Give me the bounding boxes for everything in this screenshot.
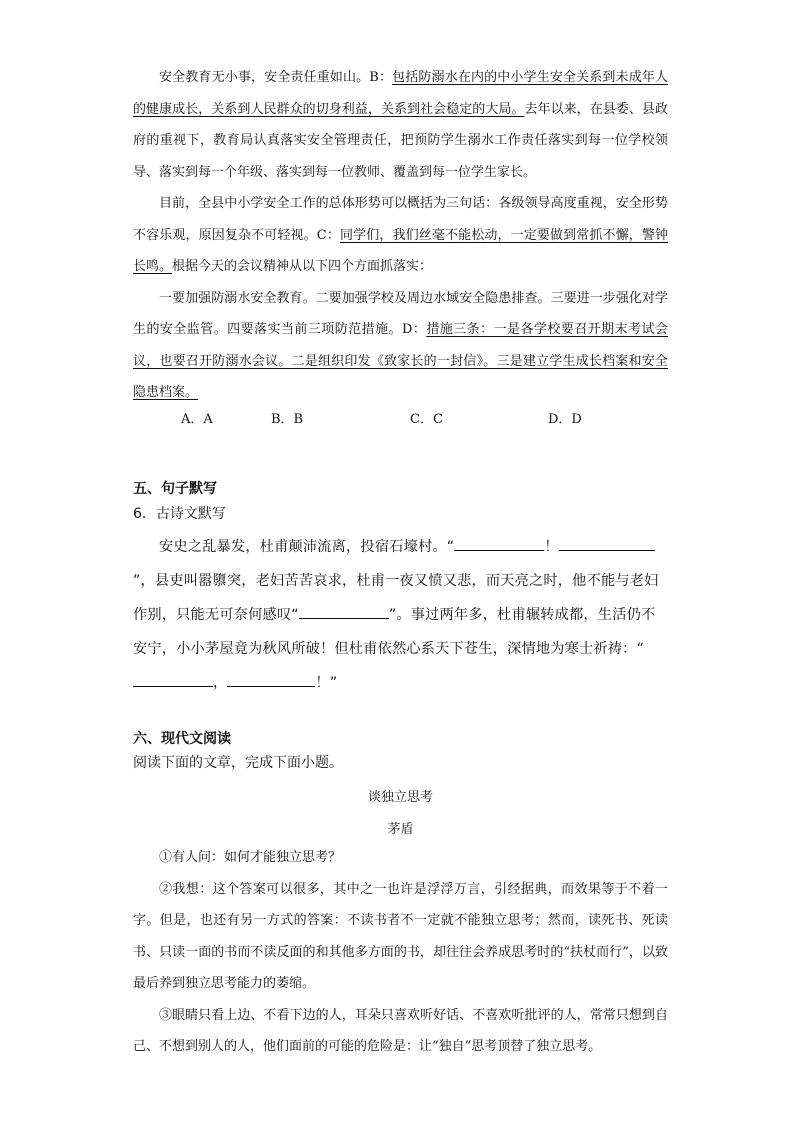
- option-b[interactable]: B．B: [271, 412, 304, 427]
- fill-blank-4[interactable]: [133, 672, 213, 687]
- question-passage: [133, 62, 668, 409]
- recitation-paragraph: [133, 530, 663, 700]
- passage-paragraph-2: [133, 188, 668, 283]
- recitation-text-1: 安史之乱暴发，杜甫颠沛流离，投宿石壕村。“: [159, 539, 455, 555]
- article-paragraph-3: ③眼睛只看上边、不看下边的人，耳朵只喜欢听好话、不喜欢听批评的人，常常只想到自己、不想到别人的人，他们面前的可能的危险是：让“独自”思考顶替了独立思考。: [133, 1007, 668, 1054]
- fill-blank-3[interactable]: [299, 604, 389, 619]
- question-6-label: 6．古诗文默写: [133, 506, 226, 522]
- recitation-text-5: ，: [213, 675, 228, 691]
- underlined-sentence-d: 措施三条：一是各学校要召开期末考试会议，也要召开防溺水会议。二是组织印发《致家长的一封信》。三是建立学生成长档案和安全隐患档案。: [133, 322, 668, 400]
- underlined-sentence-b: 包括防溺水在内的中小学生安全关系到未成年人的健康成长，关系到人民群众的切身利益，关系到社会稳定的大局。: [133, 70, 668, 117]
- fill-blank-1[interactable]: [454, 536, 544, 551]
- article-paragraph-2: ②我想：这个答案可以很多，其中之一也许是浮浮万言，引经据典，而效果等于不着一字。但是，也还有另一方式的答案：不读书者不一定就不能独立思考；然而，读死书、死读书、只读一面的书而不读反面的和其他多方面的书，却往往会养成思考时的“扶杖而行”，以致最后养到独立思考能力的萎缩。: [133, 881, 668, 991]
- p1-lead: 安全教育无小事，安全责任重如山。B：: [159, 70, 393, 85]
- passage-paragraph-3: [133, 283, 668, 409]
- option-a[interactable]: A．A: [181, 412, 213, 427]
- article-body: [133, 842, 668, 1063]
- article-author: 茅盾: [387, 822, 414, 837]
- answer-options: [181, 408, 661, 432]
- option-c[interactable]: C．C: [410, 412, 443, 427]
- fill-blank-2[interactable]: [559, 536, 655, 551]
- recitation-text-6: ！”: [315, 675, 338, 691]
- article-title: 谈独立思考: [367, 790, 433, 805]
- p2-lead: 目前，全县中小学安全工作的总体形势可以概括为三句话：各级领导高度重视，安全形势不容乐观，原因复杂不可轻视。C：: [133, 196, 668, 243]
- section-5-title: 五、句子默写: [133, 481, 217, 497]
- section-6-title: 六、现代文阅读: [133, 731, 231, 747]
- article-paragraph-1: ①有人问：如何才能独立思考？: [159, 850, 342, 865]
- p2-rest: 根据今天的会议精神从以下四个方面抓落实：: [172, 259, 433, 274]
- recitation-text-2: ！: [544, 539, 559, 555]
- recitation-text-4: ”。事过两年多，杜甫辗转成都，生活仍不安宁，小小茅屋竟为秋风所破！但杜甫依然心系天下苍生，深情地为寒士祈祷：“: [133, 607, 656, 657]
- passage-paragraph-1: [133, 62, 668, 188]
- underlined-sentence-c: 同学们，我们丝毫不能松动，一定要做到常抓不懈，警钟长鸣。: [133, 227, 668, 274]
- option-d[interactable]: D．D: [548, 412, 582, 427]
- fill-blank-5[interactable]: [227, 672, 315, 687]
- reading-instruction: 阅读下面的文章，完成下面小题。: [133, 755, 343, 771]
- p3-lead: 一要加强防溺水安全教育。二要加强学校及周边水域安全隐患排查。三要进一步强化对学生的安全监管。四要落实当前三项防范措施。D：: [133, 290, 668, 337]
- p1-rest: 去年以来，在县委、县政府的重视下，教育局认真落实安全管理责任，把预防学生溺水工作责任落实到每一位学校领导、落实到每一个年级、落实到每一位教师、覆盖到每一位学生家长。: [133, 101, 668, 180]
- recitation-text-3: ”，县吏叫嚣隳突，老妇苦苦哀求，杜甫一夜又愤又悲，而天亮之时，他不能与老妇作别，只能无可奈何感叹“: [133, 573, 659, 623]
